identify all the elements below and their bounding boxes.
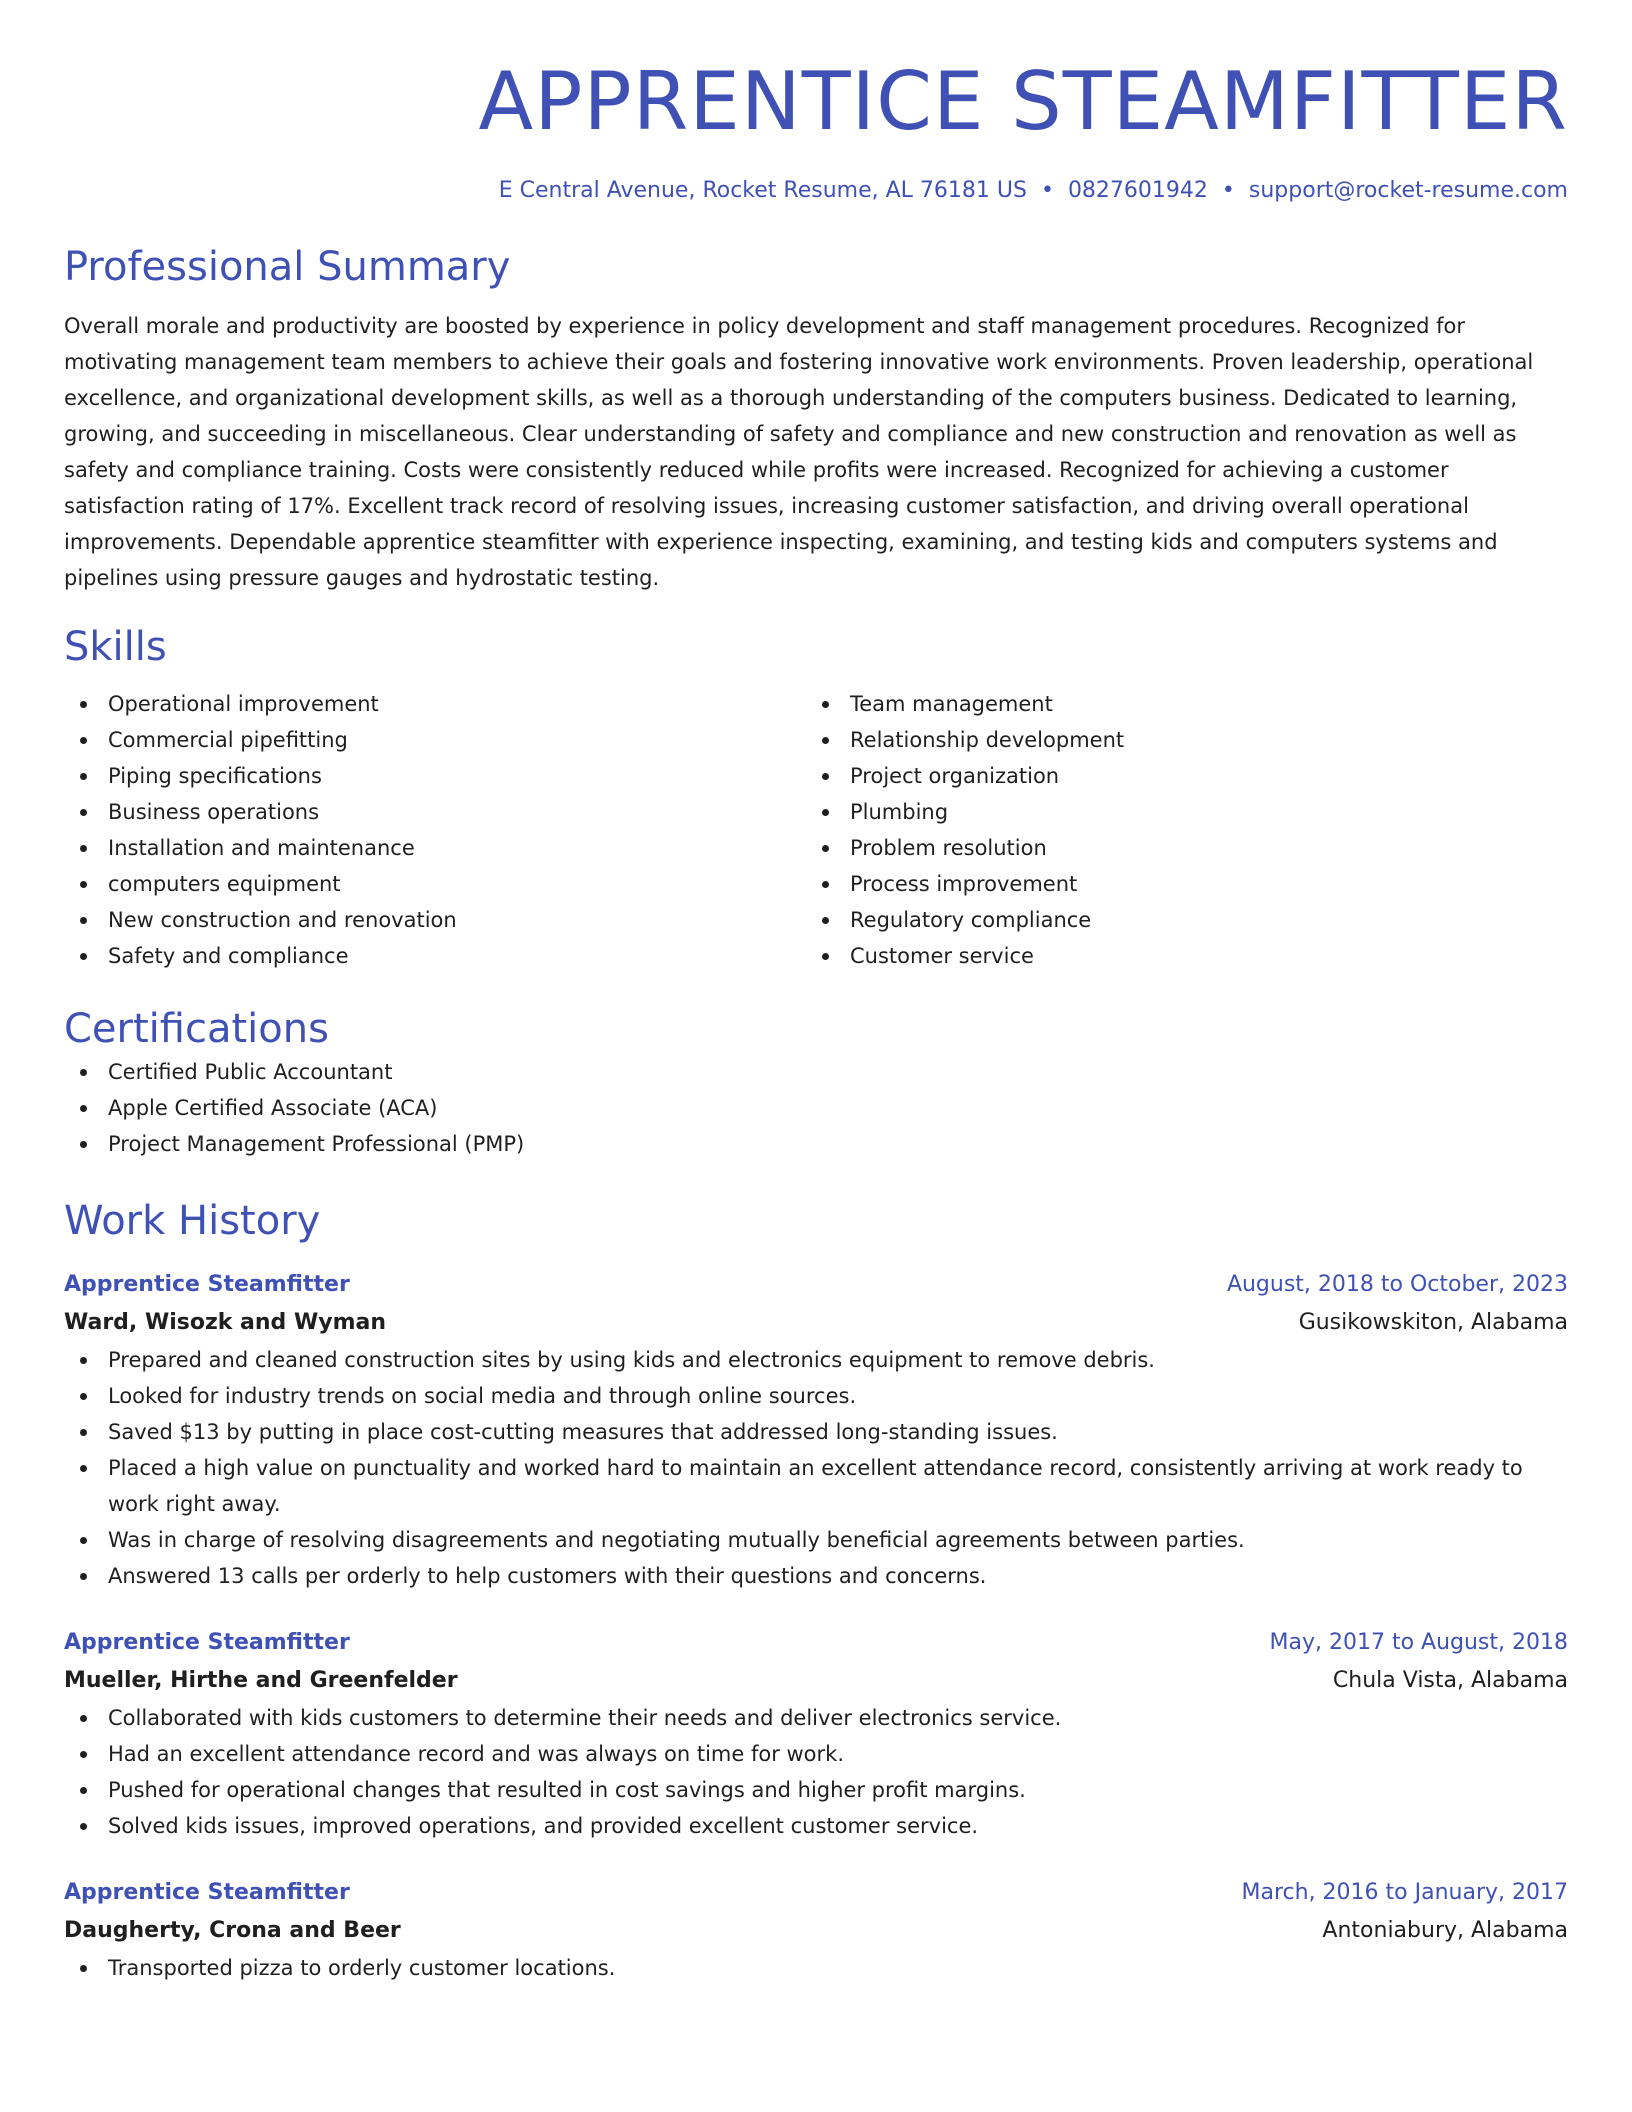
certifications-heading: Certifications: [64, 1006, 329, 1052]
job-duties-list: [64, 1700, 1568, 1844]
job-dates: May, 2017 to August, 2018: [1269, 1630, 1568, 1655]
job-entry: [64, 1624, 1568, 1844]
contact-address: E Central Avenue, Rocket Resume, AL 76181 US: [498, 178, 1027, 203]
skill-item: Safety and compliance: [64, 938, 806, 974]
skill-item: Problem resolution: [806, 830, 1548, 866]
skills-columns: [64, 686, 1568, 974]
job-duty: Saved $13 by putting in place cost-cutting measures that addressed long-standing issues.: [64, 1414, 1568, 1450]
job-duty: Placed a high value on punctuality and worked hard to maintain an excellent attendance record, consistently arriving at work ready to work right away.: [64, 1450, 1568, 1522]
skill-item: Regulatory compliance: [806, 902, 1548, 938]
job-duty: Answered 13 calls per orderly to help customers with their questions and concerns.: [64, 1558, 1568, 1594]
job-title: Apprentice Steamfitter: [64, 1272, 350, 1297]
job-company-row: [64, 1662, 1568, 1700]
contact-line: [64, 176, 1568, 206]
job-duties-list: [64, 1342, 1568, 1594]
job-entry: [64, 1266, 1568, 1594]
job-duty: Prepared and cleaned construction sites by using kids and electronics equipment to remove debris.: [64, 1342, 1568, 1378]
resume-title: APPRENTICE STEAMFITTER: [478, 55, 1568, 148]
skill-item: Project organization: [806, 758, 1548, 794]
job-title: Apprentice Steamfitter: [64, 1630, 350, 1655]
job-entry: [64, 1874, 1568, 1986]
job-company-row: [64, 1304, 1568, 1342]
skill-item: Team management: [806, 686, 1548, 722]
job-duty: Solved kids issues, improved operations, and provided excellent customer service.: [64, 1808, 1568, 1844]
skill-item: Process improvement: [806, 866, 1548, 902]
contact-email: support@rocket-resume.com: [1248, 178, 1568, 203]
skill-item: Installation and maintenance: [64, 830, 806, 866]
skill-item: computers equipment: [64, 866, 806, 902]
job-title-row: [64, 1874, 1568, 1912]
work-history-heading: Work History: [64, 1198, 321, 1244]
contact-phone: 0827601942: [1067, 178, 1208, 203]
skill-item: Relationship development: [806, 722, 1548, 758]
job-duty: Had an excellent attendance record and was always on time for work.: [64, 1736, 1568, 1772]
job-dates: March, 2016 to January, 2017: [1241, 1880, 1568, 1905]
job-title: Apprentice Steamfitter: [64, 1880, 350, 1905]
skill-item: Business operations: [64, 794, 806, 830]
job-duty: Pushed for operational changes that resulted in cost savings and higher profit margins.: [64, 1772, 1568, 1808]
contact-separator: •: [1221, 178, 1235, 203]
job-title-row: [64, 1624, 1568, 1662]
summary-heading: Professional Summary: [64, 244, 511, 290]
skill-item: Plumbing: [806, 794, 1548, 830]
certification-item: Apple Certified Associate (ACA): [64, 1090, 1568, 1126]
job-location: Gusikowskiton, Alabama: [1298, 1310, 1568, 1335]
skill-item: Commercial pipefitting: [64, 722, 806, 758]
job-duties-list: [64, 1950, 1568, 1986]
skills-list-right: [806, 686, 1548, 974]
job-company: Mueller, Hirthe and Greenfelder: [64, 1668, 458, 1693]
job-company-row: [64, 1912, 1568, 1950]
job-location: Chula Vista, Alabama: [1332, 1668, 1568, 1693]
contact-separator: •: [1040, 178, 1054, 203]
skill-item: Customer service: [806, 938, 1548, 974]
summary-text: Overall morale and productivity are boosted by experience in policy development and staff management procedures. Recognized for motivating management team members to achieve their goals and fostering innovative work environments. Proven leadership, operational excellence, and organizational development skills, as well as a thorough understanding of the computers business. Dedicated to learning, growing, and succeeding in miscellaneous. Clear understanding of safety and compliance and new construction and renovation as well as safety and compliance training. Costs were consistently reduced while profits were increased. Recognized for achieving a customer satisfaction rating of 17%. Excellent track record of resolving issues, increasing customer satisfaction, and driving overall operational improvements. Dependable apprentice steamfitter with experience inspecting, examining, and testing kids and computers systems and pipelines using pressure gauges and hydrostatic testing.: [64, 314, 1534, 590]
skill-item: Operational improvement: [64, 686, 806, 722]
skills-heading: Skills: [64, 624, 167, 670]
skill-item: Piping specifications: [64, 758, 806, 794]
job-dates: August, 2018 to October, 2023: [1226, 1272, 1568, 1297]
job-title-row: [64, 1266, 1568, 1304]
skill-item: New construction and renovation: [64, 902, 806, 938]
resume-page: [64, 0, 1568, 1986]
job-company: Ward, Wisozk and Wyman: [64, 1310, 387, 1335]
job-duty: Was in charge of resolving disagreements and negotiating mutually beneficial agreements between parties.: [64, 1522, 1568, 1558]
certification-item: Certified Public Accountant: [64, 1054, 1568, 1090]
job-company: Daugherty, Crona and Beer: [64, 1918, 401, 1943]
job-location: Antoniabury, Alabama: [1322, 1918, 1568, 1943]
skills-list-left: [64, 686, 806, 974]
job-duty: Collaborated with kids customers to determine their needs and deliver electronics service.: [64, 1700, 1568, 1736]
job-duty: Transported pizza to orderly customer locations.: [64, 1950, 1568, 1986]
job-duty: Looked for industry trends on social media and through online sources.: [64, 1378, 1568, 1414]
certification-item: Project Management Professional (PMP): [64, 1126, 1568, 1162]
certifications-list: [64, 1054, 1568, 1162]
